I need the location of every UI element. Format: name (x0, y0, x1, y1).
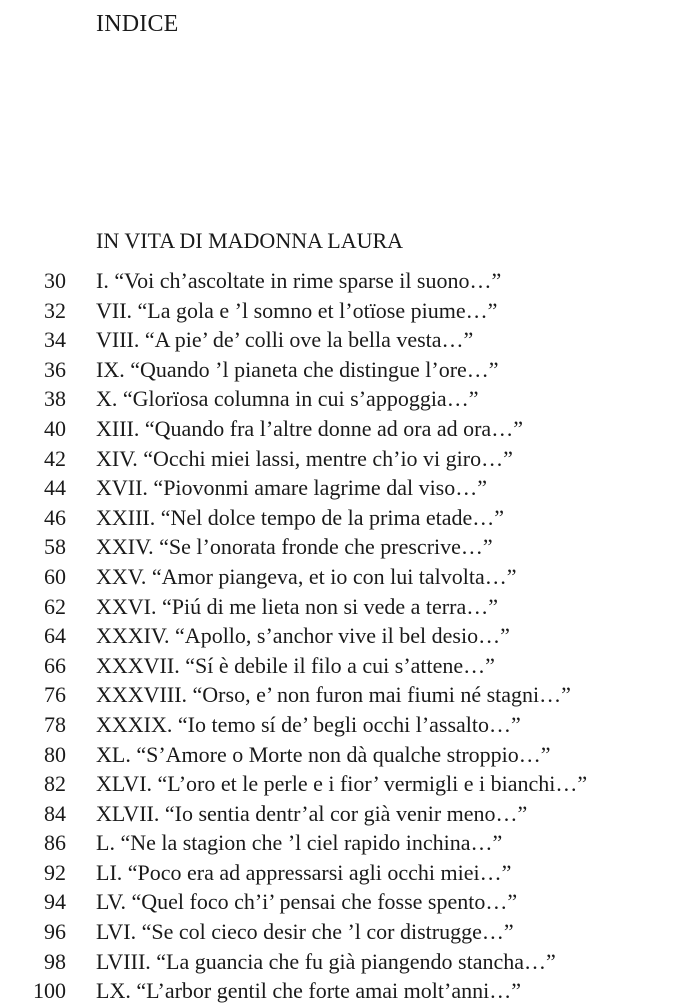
toc-page-number: 60 (44, 563, 66, 589)
toc-page-number: 40 (44, 415, 66, 441)
toc-entry-title: XIV. “Occhi miei lassi, mentre ch’io vi giro…” (96, 445, 513, 471)
toc-page-number: 62 (44, 593, 66, 619)
toc-entry-title: VIII. “A pie’ de’ colli ove la bella vesta…” (96, 327, 474, 353)
toc-page-number: 66 (44, 652, 66, 678)
toc-page-number: 92 (44, 859, 66, 885)
toc-entry (0, 296, 692, 326)
toc-page-number: 58 (44, 534, 66, 560)
toc-entry (0, 651, 692, 681)
toc-entry (0, 414, 692, 444)
toc-page-number: 38 (44, 386, 66, 412)
toc-page-number: 78 (44, 711, 66, 737)
toc-entry (0, 355, 692, 385)
toc-entry (0, 710, 692, 740)
toc-entry-title: VII. “La gola e ’l somno et l’otïose piume…” (96, 297, 498, 323)
toc-entry-title: XXVI. “Piú di me lieta non si vede a terra…” (96, 593, 498, 619)
toc-entry-title: LVIII. “La guancia che fu già piangendo stancha…” (96, 948, 556, 974)
page-title: INDICE (96, 11, 179, 37)
toc-entry (0, 740, 692, 770)
toc-entry-title: LI. “Poco era ad appressarsi agli occhi miei…” (96, 859, 512, 885)
toc-page-number: 94 (44, 889, 66, 915)
toc-entry-title: XLVI. “L’oro et le perle e i fior’ vermigli e i bianchi…” (96, 771, 588, 797)
toc-entry (0, 680, 692, 710)
toc-page-number: 86 (44, 830, 66, 856)
toc-page-number: 84 (44, 800, 66, 826)
section-heading: IN VITA DI MADONNA LAURA (96, 228, 404, 253)
toc-entry-title: XXXIX. “Io temo sí de’ begli occhi l’assalto…” (96, 711, 521, 737)
toc-entry-title: L. “Ne la stagion che ’l ciel rapido inchina…” (96, 830, 503, 856)
toc-entry (0, 947, 692, 977)
toc-entry (0, 621, 692, 651)
toc-entry-title: XXIV. “Se l’onorata fronde che prescrive…” (96, 534, 493, 560)
toc-page-number: 98 (44, 948, 66, 974)
toc-entry (0, 473, 692, 503)
toc-page-number: 100 (33, 978, 66, 1004)
toc-entry-title: IX. “Quando ’l pianeta che distingue l’ore…” (96, 356, 499, 382)
toc-page-number: 96 (44, 919, 66, 945)
toc-entry (0, 769, 692, 799)
toc-entry (0, 532, 692, 562)
toc-page-number: 80 (44, 741, 66, 767)
toc-entry-title: XL. “S’Amore o Morte non dà qualche stroppio…” (96, 741, 551, 767)
toc-page-number: 64 (44, 623, 66, 649)
toc-entry-title: X. “Glorïosa columna in cui s’appoggia…” (96, 386, 479, 412)
toc-entry-title: XXXIV. “Apollo, s’anchor vive il bel desio…” (96, 623, 510, 649)
toc-entry (0, 444, 692, 474)
toc-page-number: 42 (44, 445, 66, 471)
toc-entry-title: XIII. “Quando fra l’altre donne ad ora ad ora…” (96, 415, 523, 441)
toc-entry (0, 592, 692, 622)
toc-entry (0, 266, 692, 296)
toc-page-number: 46 (44, 504, 66, 530)
toc-entry (0, 325, 692, 355)
toc-entry-title: LVI. “Se col cieco desir che ’l cor distrugge…” (96, 919, 514, 945)
toc-page-number: 44 (44, 475, 66, 501)
toc-entry-title: XXXVII. “Sí è debile il filo a cui s’attene…” (96, 652, 495, 678)
toc-entry (0, 917, 692, 947)
toc-page-number: 36 (44, 356, 66, 382)
toc-entry-title: XVII. “Piovonmi amare lagrime dal viso…” (96, 475, 488, 501)
toc-page-number: 82 (44, 771, 66, 797)
toc-entry (0, 799, 692, 829)
toc-entry-title: LV. “Quel foco ch’i’ pensai che fosse spento…” (96, 889, 518, 915)
toc-entry-title: XXV. “Amor piangeva, et io con lui talvolta…” (96, 563, 517, 589)
table-of-contents (0, 266, 692, 1006)
toc-entry (0, 384, 692, 414)
toc-entry-title: I. “Voi ch’ascoltate in rime sparse il suono…” (96, 268, 502, 293)
toc-entry (0, 858, 692, 888)
toc-page-number: 34 (44, 327, 66, 353)
toc-entry (0, 887, 692, 917)
toc-entry (0, 503, 692, 533)
toc-page-number: 30 (44, 268, 66, 293)
toc-entry-title: LX. “L’arbor gentil che forte amai molt’anni…” (96, 978, 521, 1004)
toc-entry (0, 828, 692, 858)
toc-entry-title: XXIII. “Nel dolce tempo de la prima etade…” (96, 504, 505, 530)
toc-entry-title: XLVII. “Io sentia dentr’al cor già venir meno…” (96, 800, 528, 826)
toc-page-number: 32 (44, 297, 66, 323)
toc-page-number: 76 (44, 682, 66, 708)
toc-entry (0, 976, 692, 1006)
toc-entry-title: XXXVIII. “Orso, e’ non furon mai fiumi né stagni…” (96, 682, 571, 708)
toc-entry (0, 562, 692, 592)
